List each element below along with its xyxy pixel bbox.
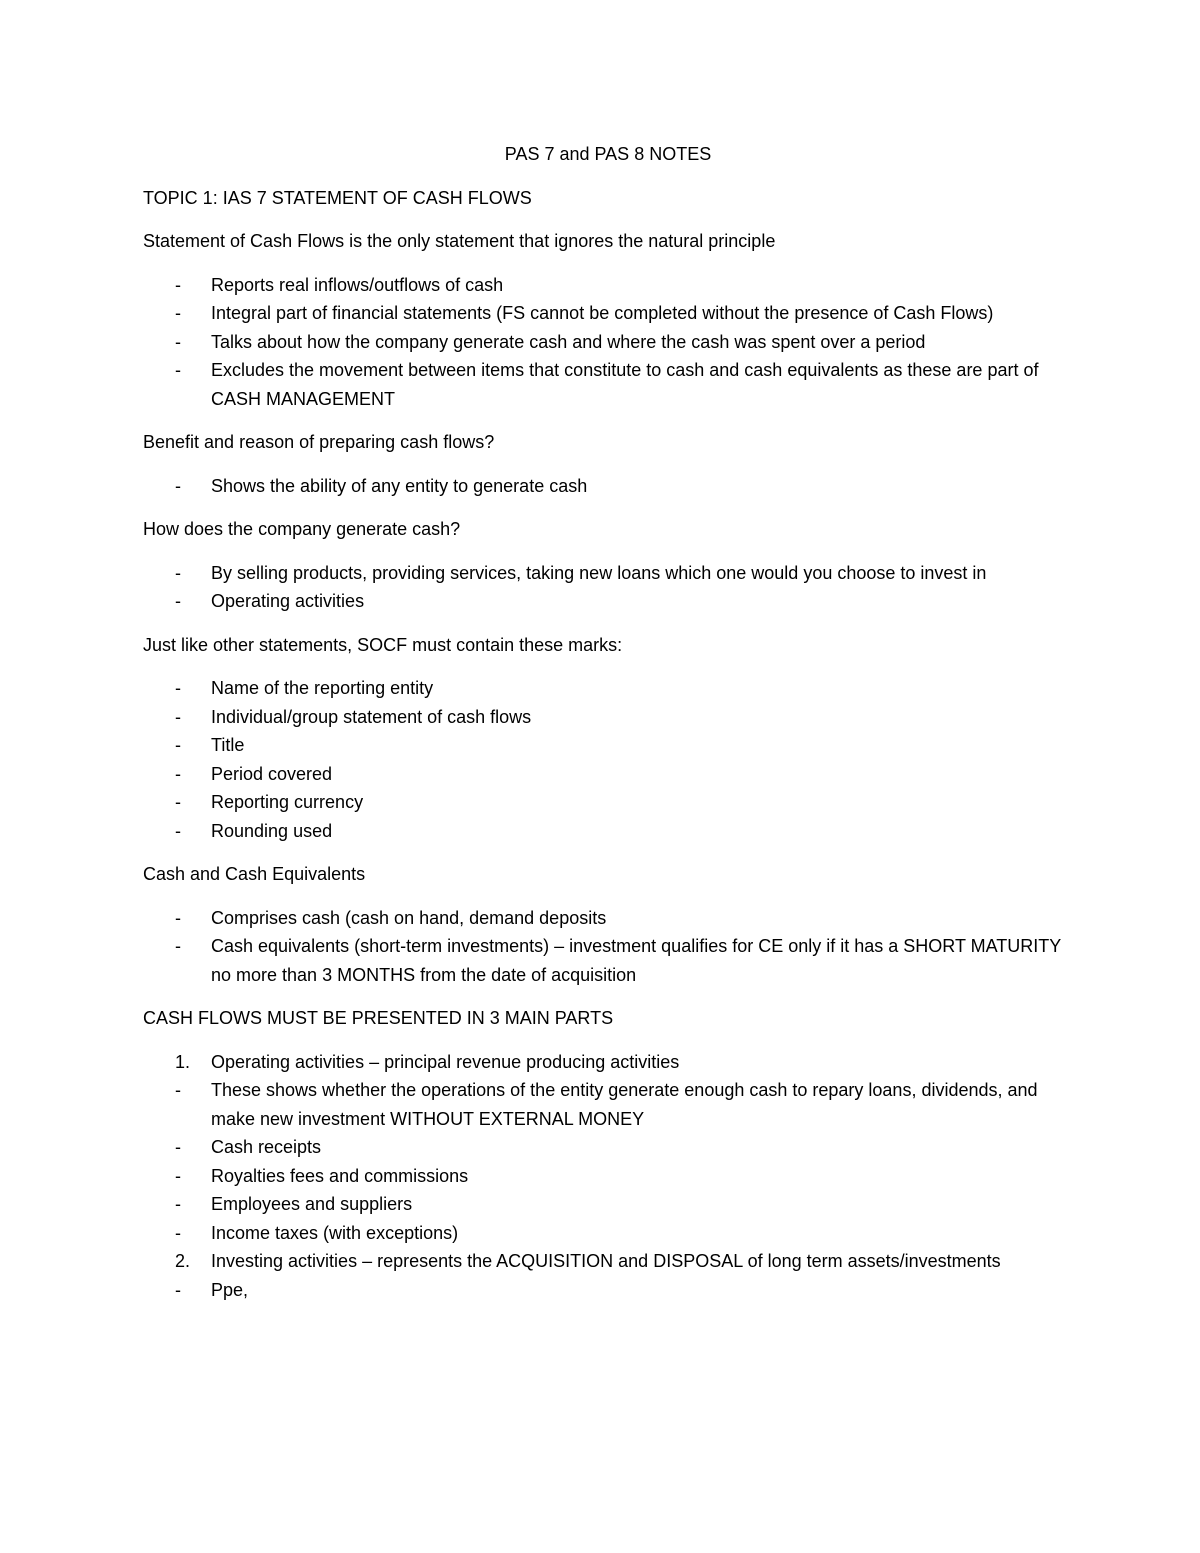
list-item: - By selling products, providing services, taking new loans which one would you choose to invest in [143, 559, 1073, 588]
dash-marker: - [175, 591, 181, 611]
list-item: - Royalties fees and commissions [143, 1162, 1073, 1191]
list-marker: - [175, 1222, 181, 1243]
document-title: PAS 7 and PAS 8 NOTES [504, 144, 712, 164]
list-item: - Title [143, 731, 1073, 760]
list-item: - Operating activities [143, 587, 1073, 616]
dash-marker: - [175, 475, 181, 496]
list-marker: - [175, 1279, 181, 1300]
list-item: 2. Investing activities – represents the ACQUISITION and DISPOSAL of long term assets/investments [143, 1247, 1073, 1276]
list-marker: - [175, 1194, 181, 1214]
list-item: - Integral part of financial statements (FS cannot be completed without the presence of Cash Flows) [143, 299, 1073, 328]
dash-marker: - [175, 706, 181, 727]
list-item: - Reports real inflows/outflows of cash [143, 271, 1073, 300]
parts-list [143, 1048, 1073, 1305]
dash-marker: - [175, 678, 181, 698]
list-item: - These shows whether the operations of the entity generate enough cash to repary loans, dividends, and make new investment WITHOUT EXTERNAL MONEY [143, 1076, 1073, 1133]
intro-list [143, 271, 1073, 414]
cce-list [143, 904, 1073, 990]
list-item: - Name of the reporting entity [143, 674, 1073, 703]
list-item: - Excludes the movement between items that constitute to cash and cash equivalents as these are part of CASH MANAGEMENT [143, 356, 1073, 413]
list-item: - Cash equivalents (short-term investments) – investment qualifies for CE only if it has a SHORT MATURITY no more than 3 MONTHS from the date of acquisition [143, 932, 1073, 989]
list-item: - Period covered [143, 760, 1073, 789]
dash-marker: - [175, 331, 181, 352]
how-heading: How does the company generate cash? [143, 519, 461, 539]
benefit-heading: Benefit and reason of preparing cash flows? [143, 432, 495, 452]
document-page [143, 140, 1073, 1319]
list-item: - Employees and suppliers [143, 1190, 1073, 1219]
marks-heading: Just like other statements, SOCF must contain these marks: [143, 634, 623, 655]
list-item: - Shows the ability of any entity to generate cash [143, 472, 1073, 501]
list-item: 1. Operating activities – principal revenue producing activities [143, 1048, 1073, 1077]
parts-heading: CASH FLOWS MUST BE PRESENTED IN 3 MAIN PARTS [143, 1008, 614, 1028]
dash-marker: - [175, 562, 181, 583]
dash-marker: - [175, 763, 181, 784]
dash-marker: - [175, 792, 181, 812]
list-item: - Rounding used [143, 817, 1073, 846]
list-item: - Reporting currency [143, 788, 1073, 817]
dash-marker: - [175, 735, 181, 755]
dash-marker: - [175, 360, 181, 380]
list-marker: - [175, 1165, 181, 1186]
list-marker: 2. [175, 1251, 191, 1271]
list-item: - Comprises cash (cash on hand, demand deposits [143, 904, 1073, 933]
list-item: - Cash receipts [143, 1133, 1073, 1162]
how-list [143, 559, 1073, 616]
list-marker: - [175, 1080, 181, 1100]
list-item: - Income taxes (with exceptions) [143, 1219, 1073, 1248]
dash-marker: - [175, 303, 181, 323]
marks-list [143, 674, 1073, 845]
list-item: - Ppe, [143, 1276, 1073, 1305]
list-item: - Talks about how the company generate cash and where the cash was spent over a period [143, 328, 1073, 357]
dash-marker: - [175, 907, 181, 928]
cce-heading: Cash and Cash Equivalents [143, 864, 366, 884]
dash-marker: - [175, 820, 181, 841]
intro-paragraph: Statement of Cash Flows is the only statement that ignores the natural principle [143, 231, 776, 251]
list-marker: - [175, 1137, 181, 1157]
dash-marker: - [175, 936, 181, 956]
benefit-list [143, 472, 1073, 501]
list-marker: 1. [175, 1051, 191, 1072]
list-item: - Individual/group statement of cash flows [143, 703, 1073, 732]
dash-marker: - [175, 274, 181, 295]
topic-heading: TOPIC 1: IAS 7 STATEMENT OF CASH FLOWS [143, 187, 532, 208]
